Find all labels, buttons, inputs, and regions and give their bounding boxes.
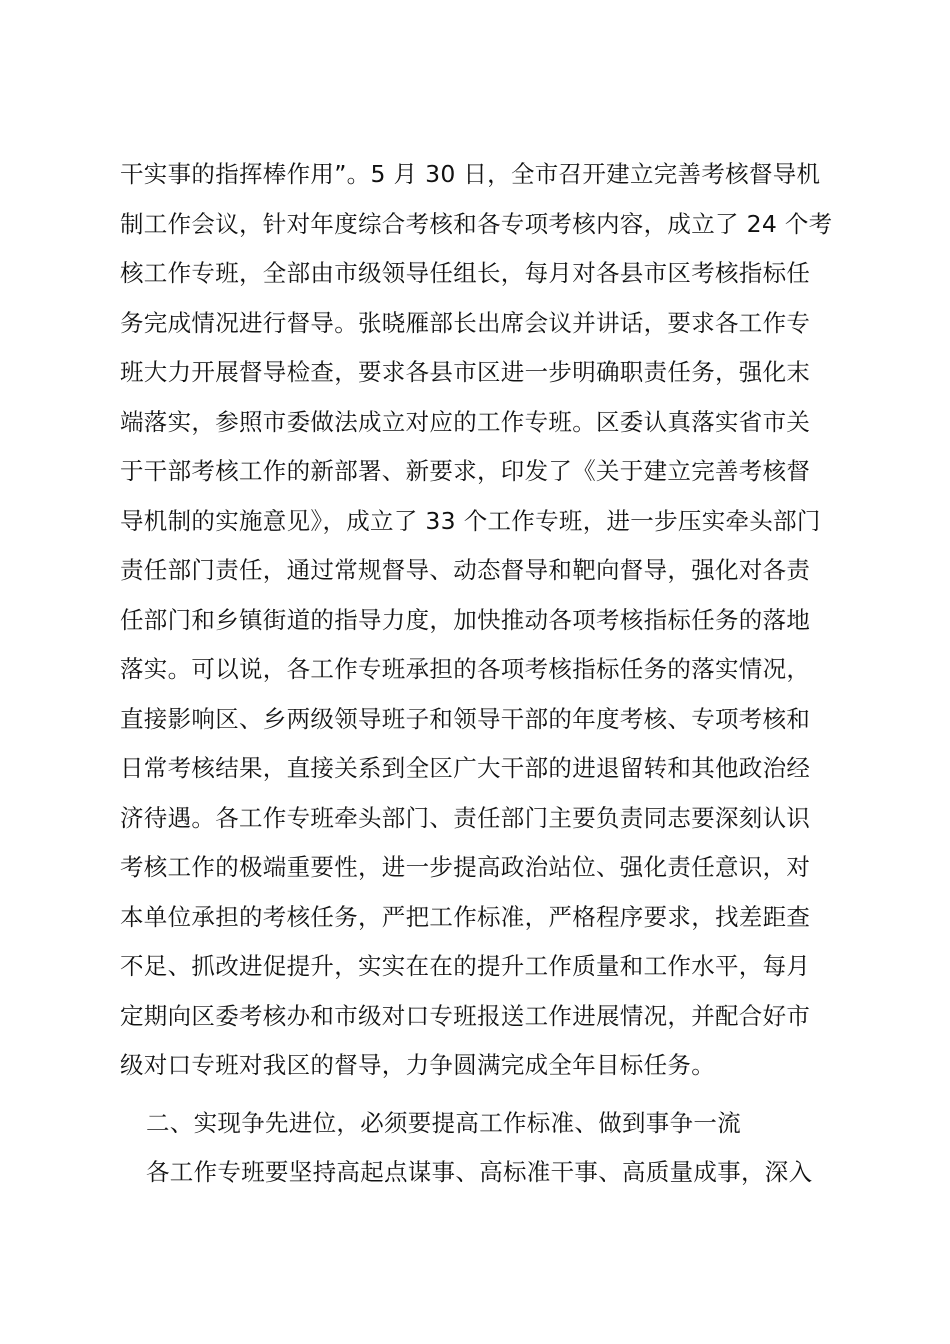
paragraph-line: 本单位承担的考核任务，严把工作标准，严格程序要求，找差距查 (120, 902, 811, 931)
paragraph-line: 各工作专班要坚持高起点谋事、高标准干事、高质量成事，深入 (146, 1158, 813, 1186)
paragraph-line: 端落实，参照市委做法成立对应的工作专班。区委认真落实省市关 (120, 407, 811, 436)
paragraph-line: 定期向区委考核办和市级对口专班报送工作进展情况，并配合好市 (120, 1001, 811, 1030)
paragraph-line: 考核工作的极端重要性，进一步提高政治站位、强化责任意识，对 (120, 853, 811, 881)
paragraph-line: 日常考核结果，直接关系到全区广大干部的进退留转和其他政治经 (120, 754, 811, 782)
paragraph-line: 济待遇。各工作专班牵头部门、责任部门主要负责同志要深刻认识 (120, 803, 811, 832)
paragraph-line: 干实事的指挥棒作用”。5 月 30 日，全市召开建立完善考核督导机 (120, 160, 821, 188)
paragraph-line: 落实。可以说，各工作专班承担的各项考核指标任务的落实情况， (120, 655, 811, 683)
paragraph-gap (120, 1091, 840, 1099)
paragraph-line: 班大力开展督导检查，要求各县市区进一步明确职责任务，强化末 (120, 358, 811, 386)
section-heading: 二、实现争先进位，必须要提高工作标准、做到事争一流 (146, 1108, 741, 1137)
paragraph-line: 不足、抓改进促提升，实实在在的提升工作质量和工作水平，每月 (120, 952, 811, 980)
document-body (120, 150, 840, 1198)
paragraph-line: 直接影响区、乡两级领导班子和领导干部的年度考核、专项考核和 (120, 704, 811, 733)
paragraph-line: 制工作会议，针对年度综合考核和各专项考核内容，成立了 24 个考 (120, 209, 833, 238)
paragraph-line: 于干部考核工作的新部署、新要求，印发了《关于建立完善考核督 (120, 457, 811, 485)
paragraph-line: 务完成情况进行督导。张晓雁部长出席会议并讲话，要求各工作专 (120, 308, 811, 337)
paragraph-line: 导机制的实施意见》，成立了 33 个工作专班，进一步压实牵头部门 (120, 506, 821, 535)
paragraph-line: 责任部门责任，通过常规督导、动态督导和靶向督导，强化对各责 (120, 556, 811, 584)
paragraph-line: 任部门和乡镇街道的指导力度，加快推动各项考核指标任务的落地 (120, 605, 811, 634)
paragraph-line: 级对口专班对我区的督导，力争圆满完成全年目标任务。 (120, 1051, 715, 1079)
paragraph-line: 核工作专班，全部由市级领导任组长，每月对各县市区考核指标任 (120, 259, 811, 287)
